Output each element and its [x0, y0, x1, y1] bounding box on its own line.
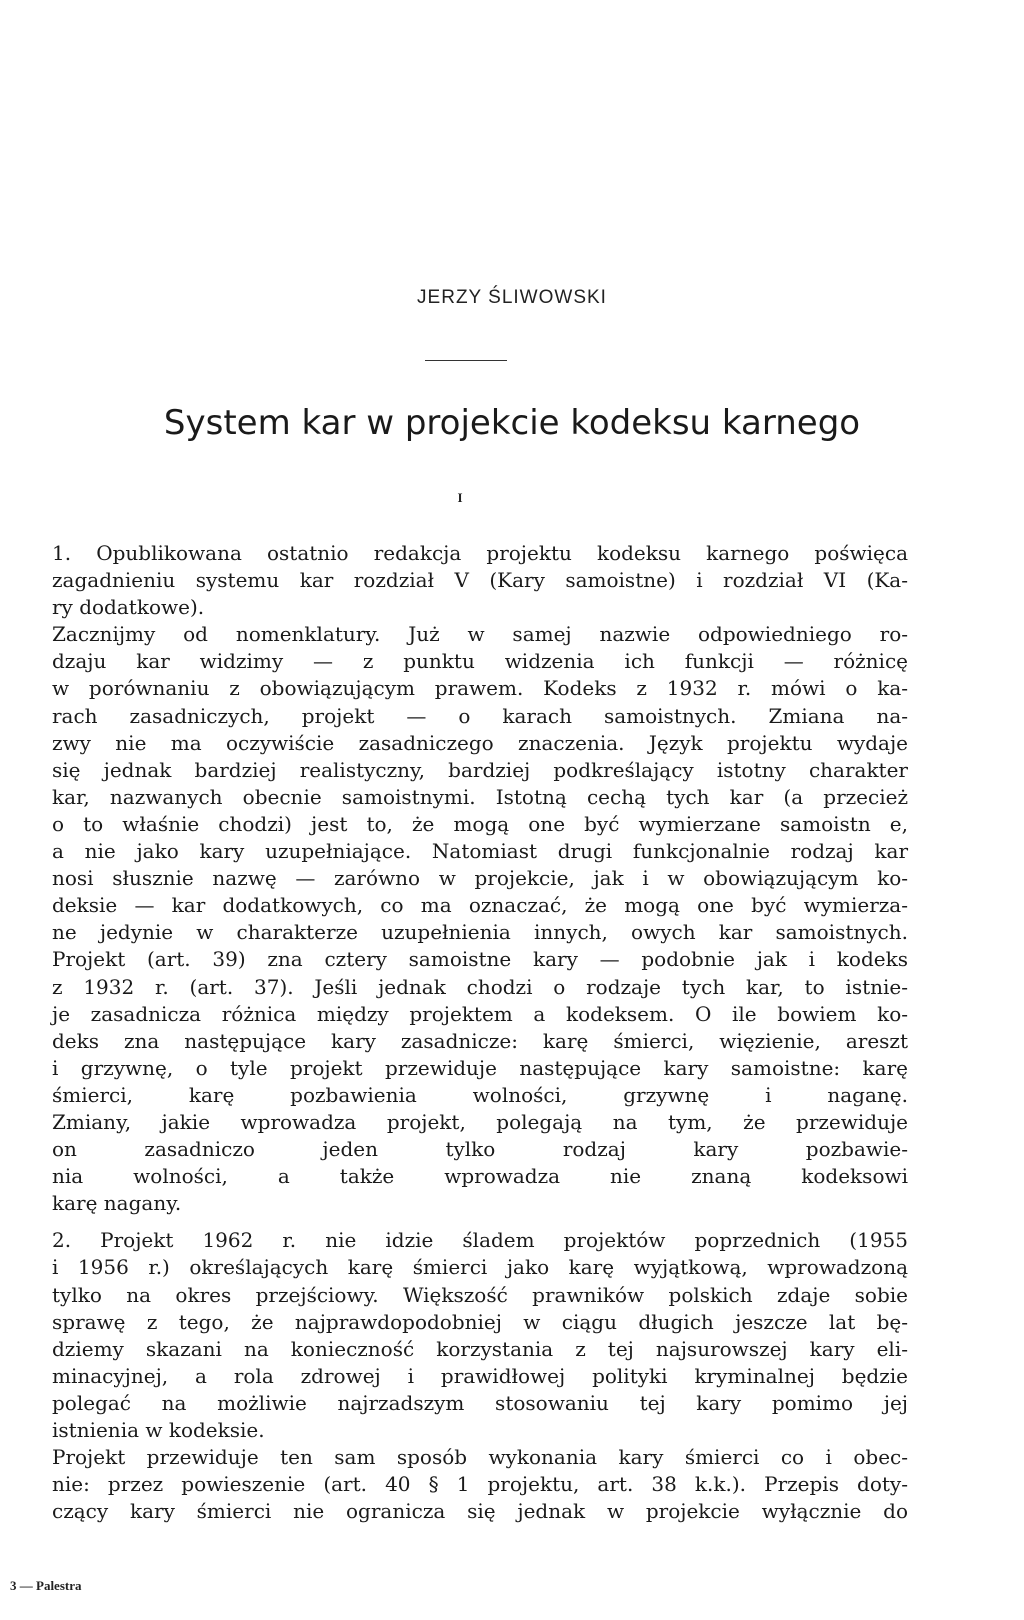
- text-line: Zmiany, jakie wprowadza projekt, polegają na tym, że przewiduje: [52, 1109, 908, 1134]
- text-line: istnienia w kodeksie.: [52, 1418, 265, 1442]
- text-line: dzaju kar widzimy — z punktu widzenia ich funkcji — różnicę: [52, 649, 908, 674]
- paragraph-gap: [52, 1217, 908, 1227]
- text-line: śmierci, karę pozbawienia wolności, grzywnę i naganę.: [52, 1082, 908, 1107]
- text-line: dziemy skazani na konieczność korzystania z tej najsurowszej kary eli-: [52, 1336, 908, 1361]
- text-line: kar, nazwanych obecnie samoistnymi. Istotną cechą tych kar (a przecież: [52, 784, 908, 809]
- text-line: polegać na możliwie najrzadszym stosowaniu tej kary pomimo jej: [52, 1390, 908, 1415]
- article-title: System kar w projekcie kodeksu karnego: [163, 403, 861, 443]
- text-line: ry dodatkowe).: [52, 595, 205, 620]
- text-line: się jednak bardziej realistyczny, bardziej podkreślający istotny charakter: [52, 757, 908, 782]
- text-line: minacyjnej, a rola zdrowej i prawidłowej polityki kryminalnej będzie: [52, 1363, 908, 1388]
- text-line: nia wolności, a także wprowadza nie znaną kodeksowi: [52, 1164, 908, 1189]
- text-line: on zasadniczo jeden tylko rodzaj kary pozbawie-: [52, 1137, 908, 1162]
- text-line: zagadnieniu systemu kar rozdział V (Kary samoistne) i rozdział VI (Ka-: [52, 568, 908, 593]
- text-line: ne jedynie w charakterze uzupełnienia innych, owych kar samoistnych.: [52, 920, 908, 945]
- text-line: w porównaniu z obowiązującym prawem. Kodeks z 1932 r. mówi o ka-: [52, 676, 908, 701]
- section-number: I: [457, 490, 463, 505]
- author-name: JERZY ŚLIWOWSKI: [417, 287, 607, 308]
- text-line: Projekt przewiduje ten sam sposób wykonania kary śmierci co i obec-: [52, 1445, 908, 1470]
- text-line: i grzywnę, o tyle projekt przewiduje następujące kary samoistne: karę: [52, 1055, 908, 1080]
- text-line: rach zasadniczych, projekt — o karach samoistnych. Zmiana na-: [52, 703, 908, 728]
- title-divider: [425, 360, 507, 361]
- text-line: o to właśnie chodzi) jest to, że mogą one być wymierzane samoistn e,: [52, 811, 908, 836]
- text-line: i 1956 r.) określających karę śmierci jako karę wyjątkową, wprowadzoną: [52, 1255, 908, 1280]
- text-line: nie: przez powieszenie (art. 40 § 1 projektu, art. 38 k.k.). Przepis doty-: [52, 1472, 908, 1497]
- text-line: nosi słusznie nazwę — zarówno w projekcie, jak i w obowiązującym ko-: [52, 866, 908, 891]
- text-line: czący kary śmierci nie ogranicza się jednak w projekcie wyłącznie do: [52, 1499, 908, 1524]
- text-line: karę nagany.: [52, 1191, 182, 1216]
- text-line: tylko na okres przejściowy. Większość prawników polskich zdaje sobie: [52, 1282, 908, 1307]
- text-line: zwy nie ma oczywiście zasadniczego znaczenia. Język projektu wydaje: [52, 730, 908, 755]
- text-line: 1. Opublikowana ostatnio redakcja projektu kodeksu karnego poświęca: [52, 541, 908, 565]
- text-line: z 1932 r. (art. 37). Jeśli jednak chodzi o rodzaje tych kar, to istnie-: [52, 974, 908, 999]
- page-footer: 3 — Palestra: [10, 1578, 82, 1593]
- text-line: 2. Projekt 1962 r. nie idzie śladem projektów poprzednich (1955: [52, 1228, 908, 1253]
- text-line: Projekt (art. 39) zna cztery samoistne kary — podobnie jak i kodeks: [52, 947, 908, 972]
- text-line: deks zna następujące kary zasadnicze: karę śmierci, więzienie, areszt: [52, 1028, 908, 1053]
- text-line: Zacznijmy od nomenklatury. Już w samej nazwie odpowiedniego ro-: [52, 622, 908, 647]
- text-line: deksie — kar dodatkowych, co ma oznaczać, że mogą one być wymierza-: [52, 893, 908, 918]
- article-body: [52, 540, 908, 1525]
- text-line: sprawę z tego, że najprawdopodobniej w ciągu długich jeszcze lat bę-: [52, 1309, 908, 1334]
- text-line: je zasadnicza różnica między projektem a kodeksem. O ile bowiem ko-: [52, 1001, 908, 1026]
- text-line: a nie jako kary uzupełniające. Natomiast drugi funkcjonalnie rodzaj kar: [52, 839, 908, 864]
